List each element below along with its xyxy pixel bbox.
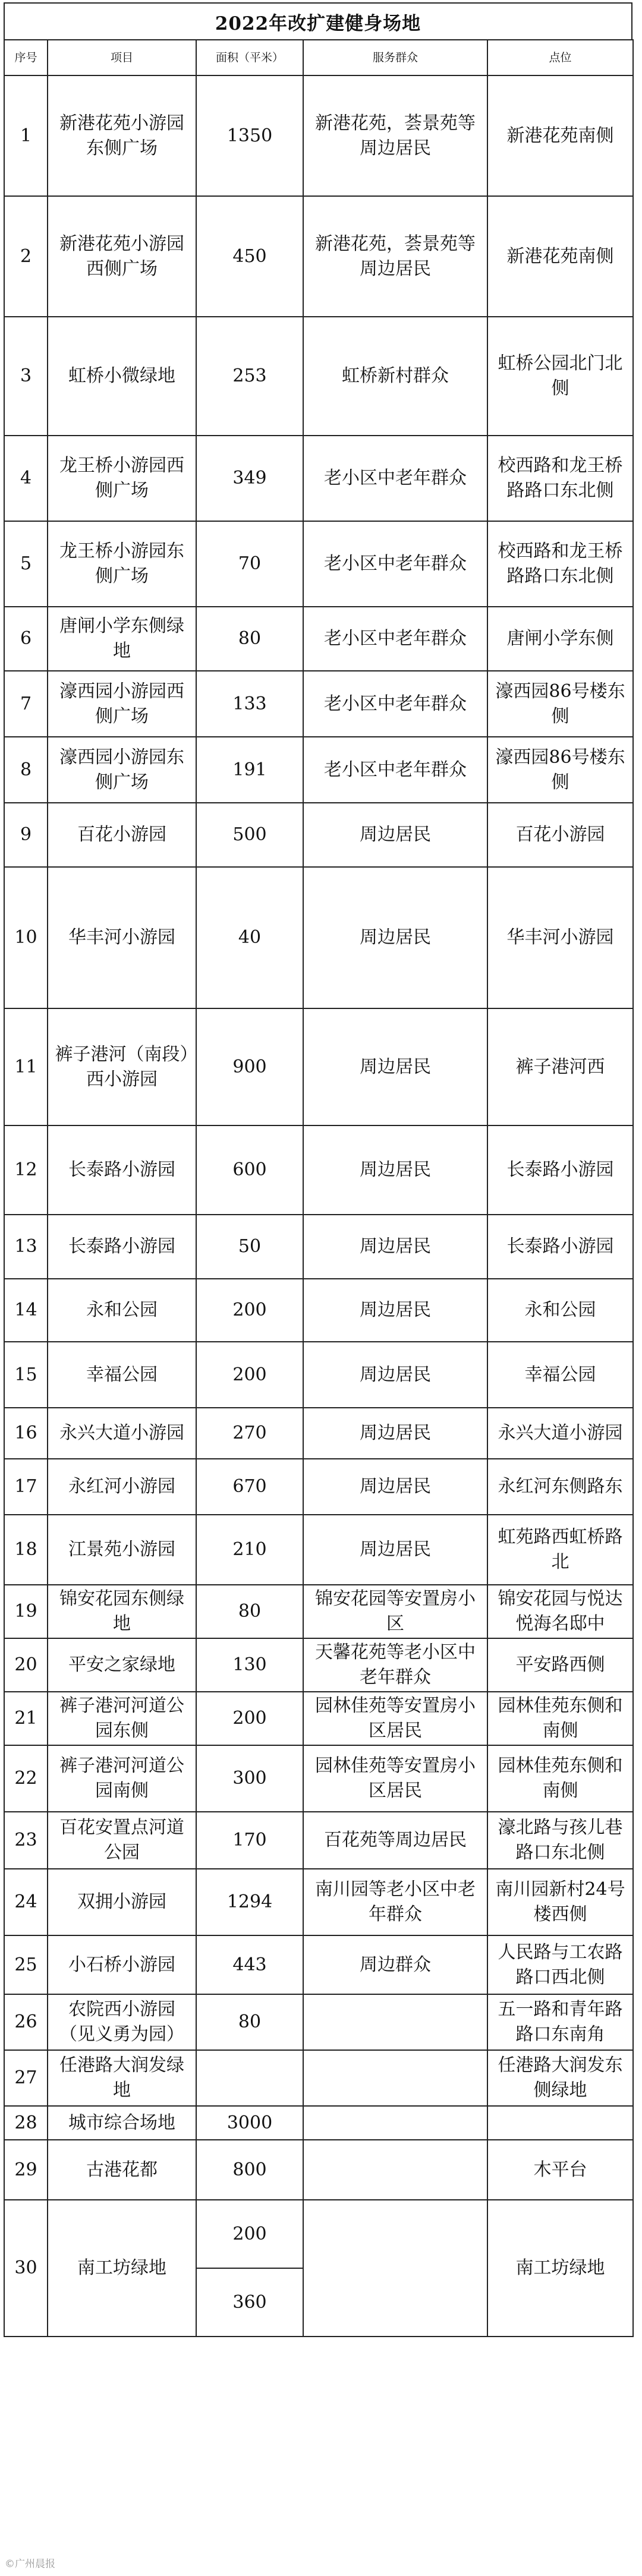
- cell-location: 平安路西侧: [487, 1638, 633, 1692]
- cell-served: 周边群众: [303, 1935, 487, 1994]
- table-row: [4, 521, 633, 607]
- cell-served: 周边居民: [303, 1515, 487, 1585]
- cell-served: [303, 1994, 487, 2050]
- cell-project: 裤子港河（南段）西小游园: [48, 1008, 196, 1125]
- cell-served: [303, 2106, 487, 2140]
- cell-project: 农院西小游园（见义勇为园）: [48, 1994, 196, 2050]
- cell-area: 450: [196, 196, 303, 317]
- cell-location: 华丰河小游园: [487, 867, 633, 1008]
- cell-no: 4: [4, 436, 48, 521]
- cell-project: 双拥小游园: [48, 1869, 196, 1935]
- cell-served: 天馨花苑等老小区中老年群众: [303, 1638, 487, 1692]
- cell-location: 校西路和龙王桥路路口东北侧: [487, 436, 633, 521]
- cell-area: 1294: [196, 1869, 303, 1935]
- cell-served: 老小区中老年群众: [303, 671, 487, 737]
- cell-project: 濠西园小游园东侧广场: [48, 737, 196, 803]
- cell-location: 任港路大润发东侧绿地: [487, 2050, 633, 2106]
- cell-area: 191: [196, 737, 303, 803]
- table-row: [4, 1215, 633, 1279]
- cell-area: 443: [196, 1935, 303, 1994]
- cell-area: 670: [196, 1459, 303, 1515]
- cell-served: 老小区中老年群众: [303, 521, 487, 607]
- cell-location: 濠北路与孩儿巷路口东北侧: [487, 1812, 633, 1869]
- cell-area: 300: [196, 1745, 303, 1812]
- cell-no: 12: [4, 1125, 48, 1215]
- cell-area: 270: [196, 1408, 303, 1459]
- cell-no: 14: [4, 1279, 48, 1342]
- cell-served: 周边居民: [303, 1215, 487, 1279]
- cell-area: 900: [196, 1008, 303, 1125]
- cell-location: 虹桥公园北门北侧: [487, 317, 633, 436]
- cell-area: 40: [196, 867, 303, 1008]
- cell-location: 新港花苑南侧: [487, 196, 633, 317]
- cell-served: 周边居民: [303, 1342, 487, 1408]
- table-row: [4, 1585, 633, 1638]
- cell-location: 百花小游园: [487, 803, 633, 867]
- cell-served: 老小区中老年群众: [303, 607, 487, 671]
- cell-served: [303, 2140, 487, 2200]
- cell-area: [196, 2050, 303, 2106]
- cell-no: 29: [4, 2140, 48, 2200]
- cell-project: 幸福公园: [48, 1342, 196, 1408]
- cell-area: 253: [196, 317, 303, 436]
- cell-served: 园林佳苑等安置房小区居民: [303, 1692, 487, 1745]
- table-row: [4, 1459, 633, 1515]
- table-row: [4, 1869, 633, 1935]
- cell-served: 周边居民: [303, 1008, 487, 1125]
- cell-no: 20: [4, 1638, 48, 1692]
- cell-no: 10: [4, 867, 48, 1008]
- cell-area: 360: [196, 2268, 303, 2337]
- cell-project: 百花小游园: [48, 803, 196, 867]
- cell-served: 百花苑等周边居民: [303, 1812, 487, 1869]
- cell-served: 锦安花园等安置房小区: [303, 1585, 487, 1638]
- cell-no: 25: [4, 1935, 48, 1994]
- cell-project: 新港花苑小游园西侧广场: [48, 196, 196, 317]
- cell-no: 19: [4, 1585, 48, 1638]
- table-row: [4, 75, 633, 196]
- cell-location: 锦安花园与悦达悦海名邸中: [487, 1585, 633, 1638]
- table-title: 2022年改扩建健身场地: [4, 2, 632, 39]
- cell-project: 裤子港河河道公园东侧: [48, 1692, 196, 1745]
- cell-project: 长泰路小游园: [48, 1125, 196, 1215]
- table-row: [4, 2106, 633, 2140]
- cell-project: 江景苑小游园: [48, 1515, 196, 1585]
- header-no: 序号: [4, 40, 48, 75]
- header-row: [4, 40, 633, 75]
- cell-project: 永红河小游园: [48, 1459, 196, 1515]
- cell-location: 校西路和龙王桥路路口东北侧: [487, 521, 633, 607]
- cell-served: 南川园等老小区中老年群众: [303, 1869, 487, 1935]
- cell-area: 80: [196, 1585, 303, 1638]
- cell-no: 18: [4, 1515, 48, 1585]
- cell-location: 人民路与工农路路口西北侧: [487, 1935, 633, 1994]
- cell-project: 南工坊绿地: [48, 2200, 196, 2337]
- cell-project: 百花安置点河道公园: [48, 1812, 196, 1869]
- cell-location: 新港花苑南侧: [487, 75, 633, 196]
- cell-location: 园林佳苑东侧和南侧: [487, 1745, 633, 1812]
- cell-area: 170: [196, 1812, 303, 1869]
- table-row: [4, 1812, 633, 1869]
- header-area: 面积（平米）: [196, 40, 303, 75]
- cell-served: 周边居民: [303, 1279, 487, 1342]
- cell-project: 华丰河小游园: [48, 867, 196, 1008]
- cell-served: 周边居民: [303, 867, 487, 1008]
- cell-location: 裤子港河西: [487, 1008, 633, 1125]
- cell-location: 南工坊绿地: [487, 2200, 633, 2337]
- cell-served: 虹桥新村群众: [303, 317, 487, 436]
- cell-area: 200: [196, 2200, 303, 2268]
- cell-served: 老小区中老年群众: [303, 436, 487, 521]
- table-row: [4, 1408, 633, 1459]
- cell-area: 80: [196, 607, 303, 671]
- table-row: [4, 2200, 633, 2268]
- cell-project: 城市综合场地: [48, 2106, 196, 2140]
- cell-location: 唐闸小学东侧: [487, 607, 633, 671]
- table-row: [4, 1008, 633, 1125]
- table-row: [4, 2140, 633, 2200]
- table-row: [4, 1279, 633, 1342]
- cell-area: 200: [196, 1279, 303, 1342]
- cell-no: 21: [4, 1692, 48, 1745]
- cell-project: 锦安花园东侧绿地: [48, 1585, 196, 1638]
- cell-location: [487, 2106, 633, 2140]
- cell-served: 周边居民: [303, 803, 487, 867]
- cell-no: 9: [4, 803, 48, 867]
- cell-area: 1350: [196, 75, 303, 196]
- cell-project: 长泰路小游园: [48, 1215, 196, 1279]
- cell-project: 濠西园小游园西侧广场: [48, 671, 196, 737]
- cell-area: 80: [196, 1994, 303, 2050]
- venue-table: [4, 39, 634, 2337]
- cell-no: 23: [4, 1812, 48, 1869]
- header-project: 项目: [48, 40, 196, 75]
- table-row: [4, 1342, 633, 1408]
- cell-no: 16: [4, 1408, 48, 1459]
- cell-no: 17: [4, 1459, 48, 1515]
- cell-project: 平安之家绿地: [48, 1638, 196, 1692]
- cell-area: 800: [196, 2140, 303, 2200]
- cell-project: 裤子港河河道公园南侧: [48, 1745, 196, 1812]
- cell-served: 老小区中老年群众: [303, 737, 487, 803]
- cell-no: 5: [4, 521, 48, 607]
- cell-no: 30: [4, 2200, 48, 2337]
- table-row: [4, 1125, 633, 1215]
- table-row: [4, 867, 633, 1008]
- cell-location: 木平台: [487, 2140, 633, 2200]
- cell-location: 虹苑路西虹桥路北: [487, 1515, 633, 1585]
- table-row: [4, 1692, 633, 1745]
- cell-served: 周边居民: [303, 1125, 487, 1215]
- cell-served: 周边居民: [303, 1408, 487, 1459]
- table-row: [4, 671, 633, 737]
- cell-area: 500: [196, 803, 303, 867]
- cell-area: 600: [196, 1125, 303, 1215]
- cell-served: [303, 2200, 487, 2337]
- cell-project: 唐闸小学东侧绿地: [48, 607, 196, 671]
- cell-no: 7: [4, 671, 48, 737]
- cell-project: 龙王桥小游园东侧广场: [48, 521, 196, 607]
- cell-area: 200: [196, 1342, 303, 1408]
- cell-project: 永和公园: [48, 1279, 196, 1342]
- cell-no: 8: [4, 737, 48, 803]
- cell-location: 幸福公园: [487, 1342, 633, 1408]
- cell-area: 3000: [196, 2106, 303, 2140]
- cell-no: 1: [4, 75, 48, 196]
- cell-area: 133: [196, 671, 303, 737]
- cell-area: 70: [196, 521, 303, 607]
- cell-no: 22: [4, 1745, 48, 1812]
- cell-project: 永兴大道小游园: [48, 1408, 196, 1459]
- cell-area: 200: [196, 1692, 303, 1745]
- cell-area: 50: [196, 1215, 303, 1279]
- cell-no: 13: [4, 1215, 48, 1279]
- cell-no: 6: [4, 607, 48, 671]
- cell-location: 永兴大道小游园: [487, 1408, 633, 1459]
- cell-area: 349: [196, 436, 303, 521]
- table-row: [4, 1515, 633, 1585]
- table-row: [4, 1935, 633, 1994]
- cell-served: 园林佳苑等安置房小区居民: [303, 1745, 487, 1812]
- cell-project: 任港路大润发绿地: [48, 2050, 196, 2106]
- cell-project: 虹桥小微绿地: [48, 317, 196, 436]
- table-row: [4, 1994, 633, 2050]
- cell-project: 小石桥小游园: [48, 1935, 196, 1994]
- cell-served: 周边居民: [303, 1459, 487, 1515]
- cell-no: 3: [4, 317, 48, 436]
- cell-project: 古港花都: [48, 2140, 196, 2200]
- cell-no: 11: [4, 1008, 48, 1125]
- cell-project: 新港花苑小游园东侧广场: [48, 75, 196, 196]
- table-sheet: [4, 2, 632, 2337]
- table-row: [4, 317, 633, 436]
- table-row: [4, 803, 633, 867]
- table-row: [4, 737, 633, 803]
- table-row: [4, 607, 633, 671]
- cell-project: 龙王桥小游园西侧广场: [48, 436, 196, 521]
- cell-no: 28: [4, 2106, 48, 2140]
- cell-no: 2: [4, 196, 48, 317]
- cell-location: 永和公园: [487, 1279, 633, 1342]
- cell-location: 南川园新村24号楼西侧: [487, 1869, 633, 1935]
- cell-location: 五一路和青年路路口东南角: [487, 1994, 633, 2050]
- cell-no: 15: [4, 1342, 48, 1408]
- cell-no: 26: [4, 1994, 48, 2050]
- cell-location: 濠西园86号楼东侧: [487, 671, 633, 737]
- table-row: [4, 2050, 633, 2106]
- cell-served: [303, 2050, 487, 2106]
- cell-location: 永红河东侧路东: [487, 1459, 633, 1515]
- header-served: 服务群众: [303, 40, 487, 75]
- table-row: [4, 436, 633, 521]
- cell-served: 新港花苑，荟景苑等周边居民: [303, 75, 487, 196]
- cell-location: 园林佳苑东侧和南侧: [487, 1692, 633, 1745]
- table-row: [4, 1638, 633, 1692]
- cell-location: 长泰路小游园: [487, 1125, 633, 1215]
- watermark-text: ©广州晨报: [5, 2558, 55, 2570]
- cell-location: 濠西园86号楼东侧: [487, 737, 633, 803]
- cell-no: 27: [4, 2050, 48, 2106]
- cell-area: 130: [196, 1638, 303, 1692]
- cell-served: 新港花苑，荟景苑等周边居民: [303, 196, 487, 317]
- cell-location: 长泰路小游园: [487, 1215, 633, 1279]
- cell-no: 24: [4, 1869, 48, 1935]
- header-location: 点位: [487, 40, 633, 75]
- table-row: [4, 1745, 633, 1812]
- table-row: [4, 196, 633, 317]
- cell-area: 210: [196, 1515, 303, 1585]
